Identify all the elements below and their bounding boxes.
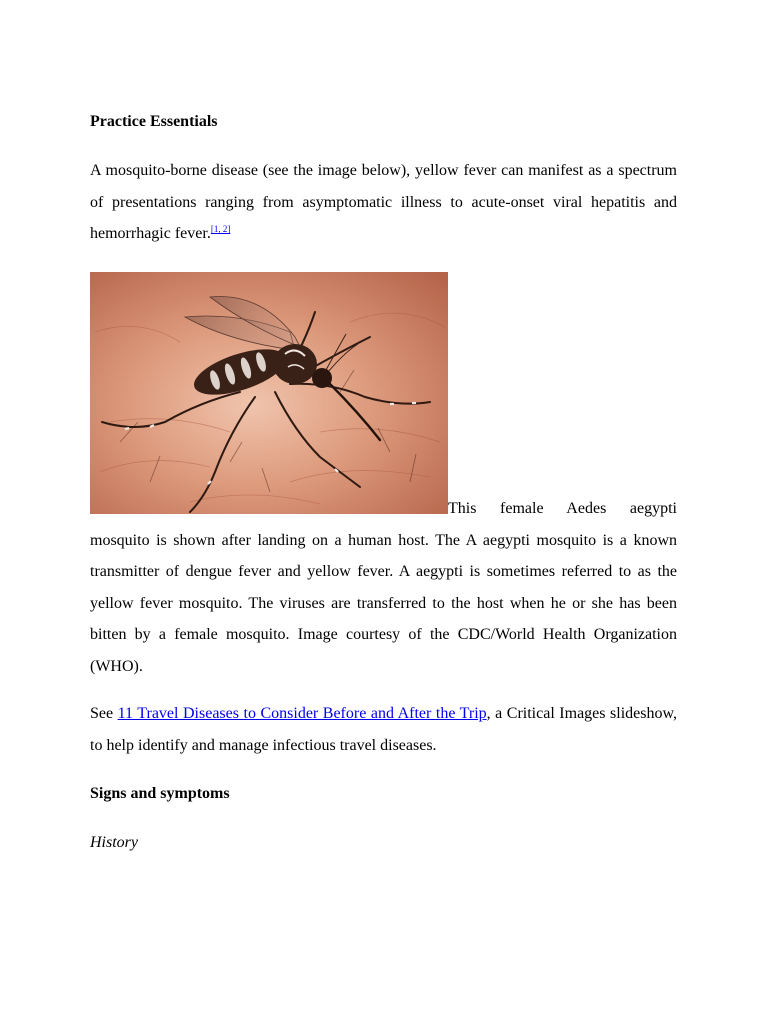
figure-caption: [90, 493, 677, 682]
intro-paragraph: [90, 155, 677, 250]
travel-diseases-link[interactable]: 11 Travel Diseases to Consider Before and After the Trip: [117, 705, 487, 722]
heading-signs-and-symptoms: Signs and symptoms: [90, 785, 230, 802]
see-also-prefix: See: [90, 705, 118, 722]
reference-link[interactable]: [1, 2]: [210, 224, 231, 234]
heading-practice-essentials: Practice Essentials: [90, 113, 218, 130]
intro-text: A mosquito-borne disease (see the image below), yellow fever can manifest as a spectrum of presentations ranging from asymptomatic illness to acute-onset viral hepatitis and hemorrhagic fever.: [90, 162, 677, 242]
caption-rest: mosquito is shown after landing on a human host. The A aegypti mosquito is a known transmitter of dengue fever and yellow fever. A aegypti is sometimes referred to as the yellow fever mosquito. The viruses are transferred to the host when he or she has been bitten by a female mosquito. Image courtesy of the CDC/World Health Organization (WHO).: [90, 531, 677, 675]
mosquito-photo: [90, 272, 448, 514]
see-also-suffix: , a Critical Images slideshow, to help identify and manage infectious travel diseases.: [90, 705, 677, 754]
see-also-paragraph: [90, 698, 677, 761]
caption-first-line: This female Aedes aegypti: [448, 500, 677, 517]
subheading-history: History: [90, 834, 138, 851]
